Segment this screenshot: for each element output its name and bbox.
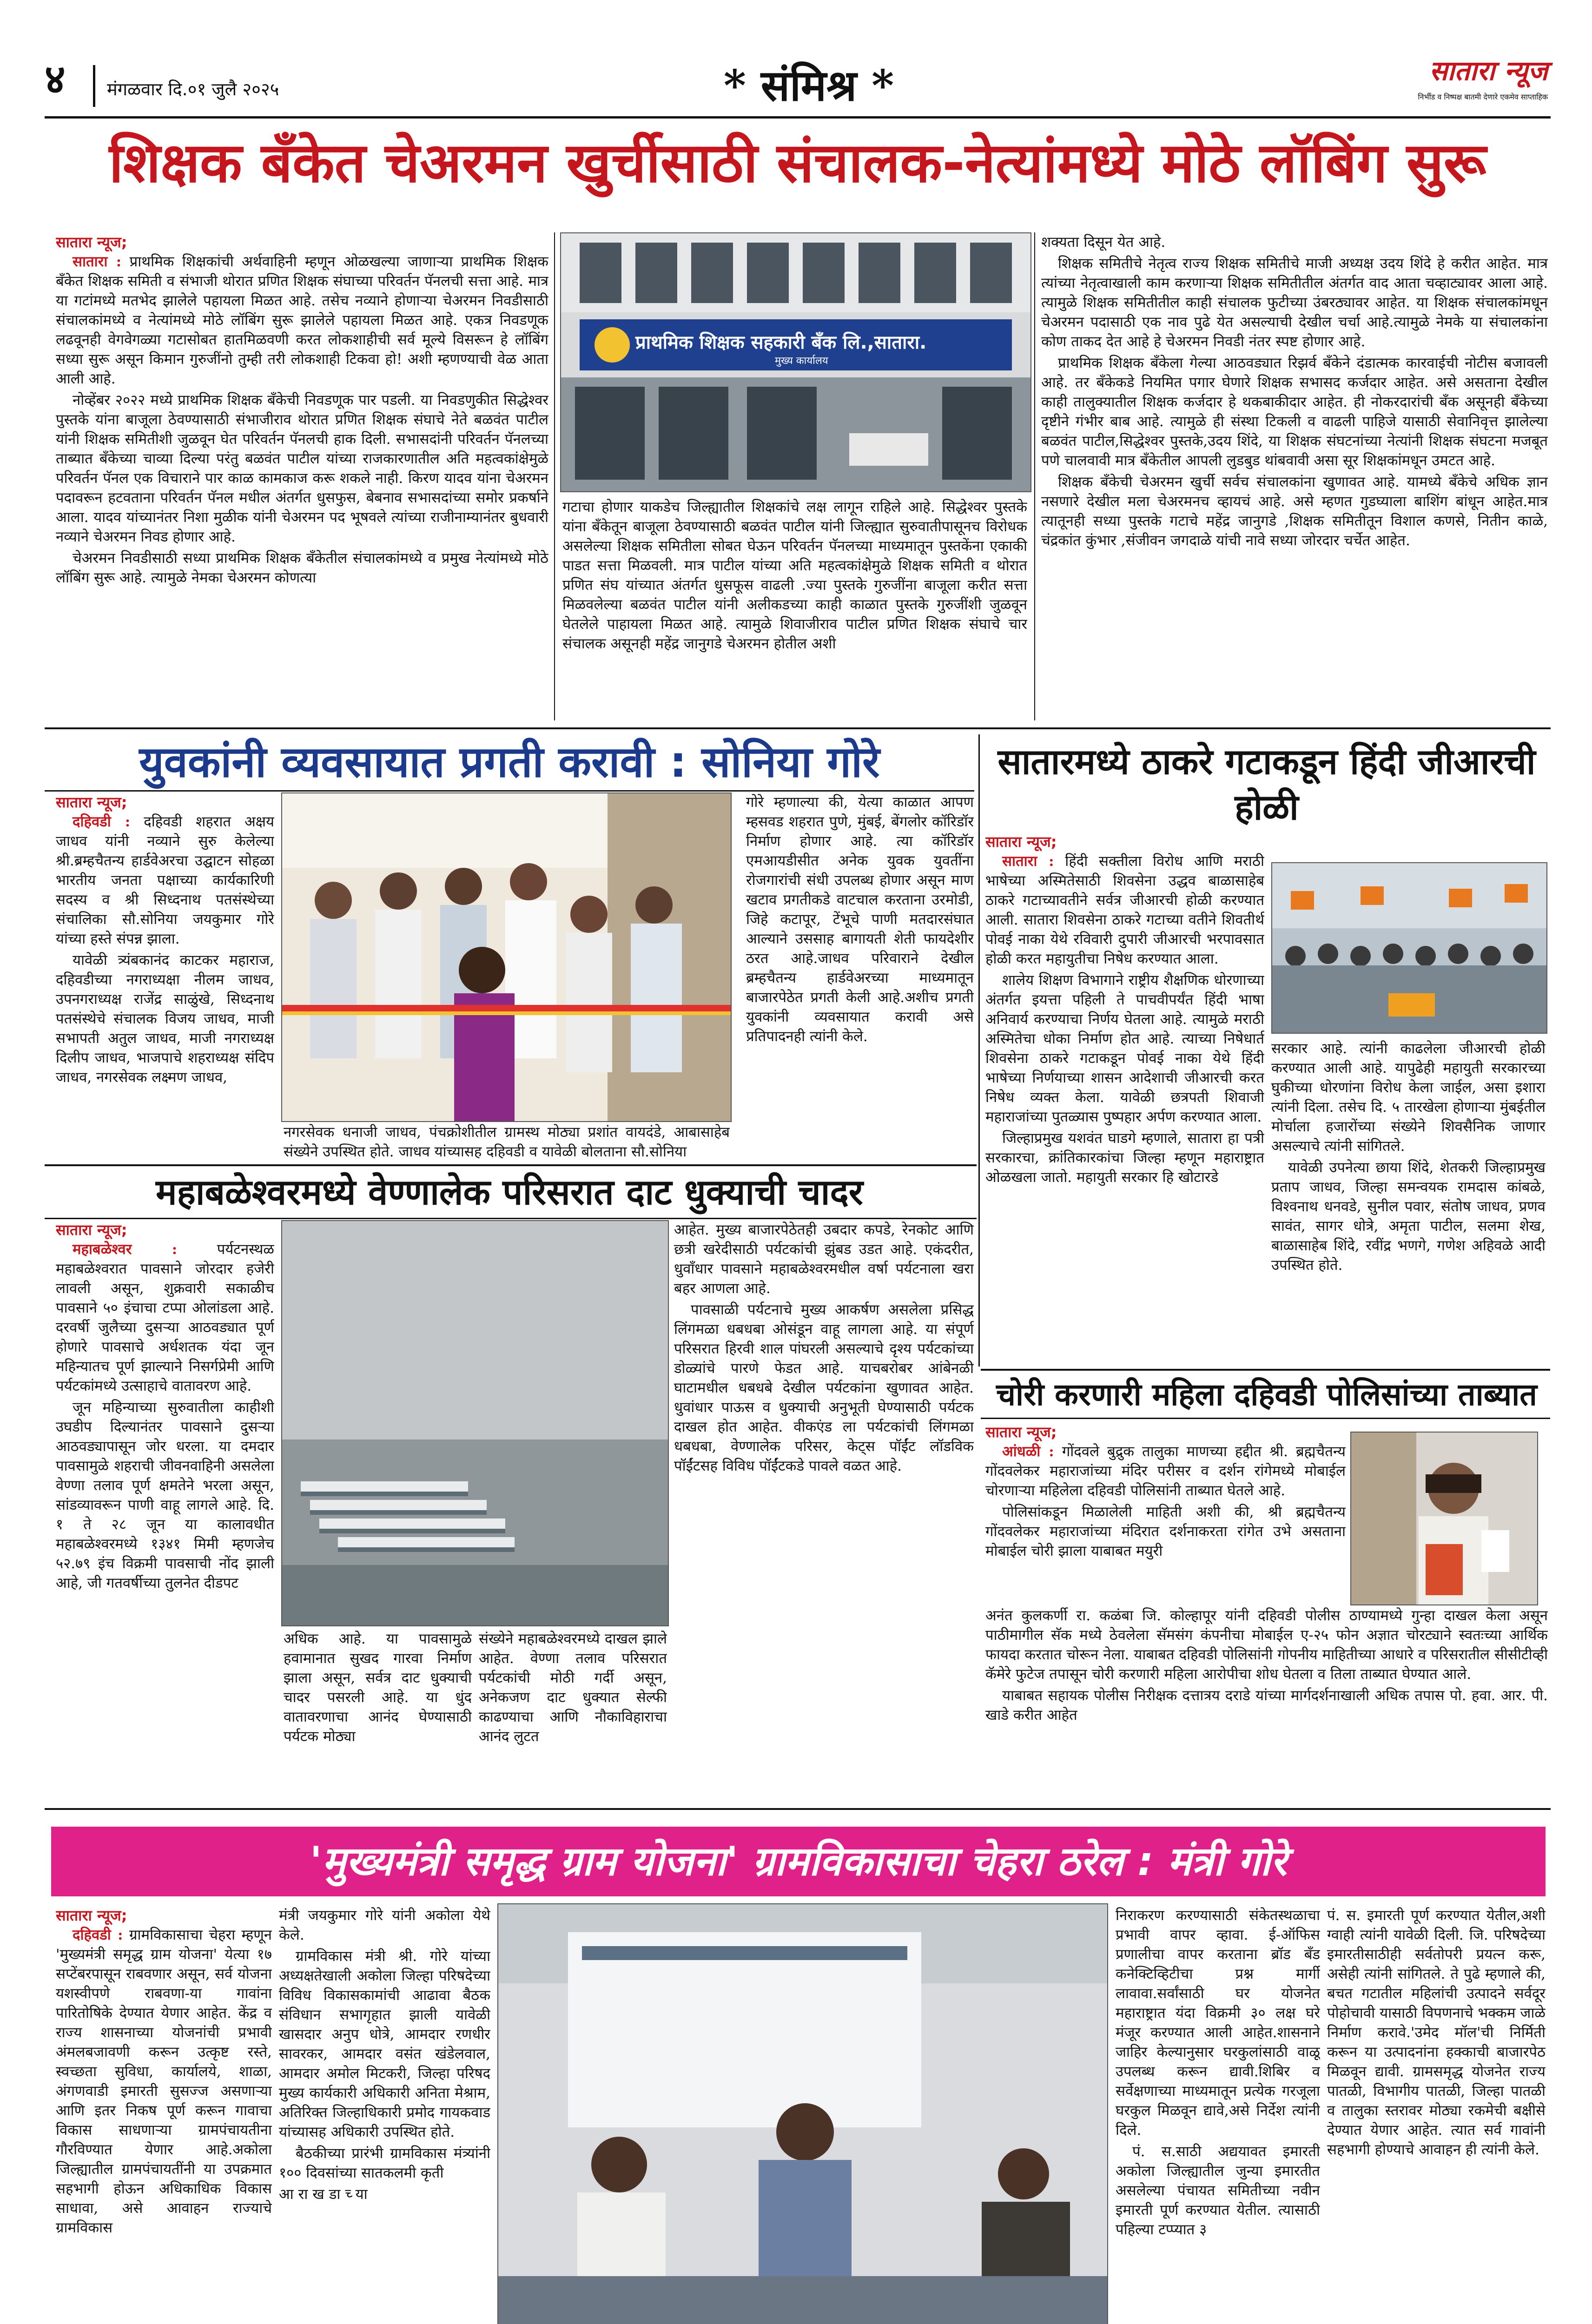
article5-para: अनंत कुलकर्णी रा. कळंबा जि. कोल्हापूर यांनी दहिवडी पोलीस ठाण्यामध्ये गुन्हा दाखल केला असून पाठीमागील सॅक मध्ये ठेवलेला सॅमसंग कंपनीचा मोबाईल ए-२५ फोन अज्ञात चोरट्याने स्वतःच्या आर्थिक फायदा करतात चोरून नेला. याबाबत दहिवडी पोलिसांनी गोपनीय माहितीच्या आधारे व परिसरातील सीसीटीव्ही कॅमेरे फुटेज तपासून चोरी करणारी महिला आरोपीचा शोध घेतला व तिला ताब्यात घेण्यात आले.	[985, 1607, 1548, 1683]
article6-para: आराखडाच्या	[279, 2186, 372, 2203]
woman-photo-illustration	[1351, 1433, 1537, 1604]
article4-para: जून महिन्याच्या सुरुवातीला काहीशी उघडीप दिल्यानंतर पावसाने दुसऱ्या आठवड्यापासून जोर धरला. या दमदार पावसामुळे शहराची जीवनवाहिनी असलेला वेण्णा तलाव पूर्ण क्षमतेने भरला असून, सांडव्यावरून पाणी वाहू लागले आहे. दि. १ ते २८ जून या कालावधीत महाबळेश्वरमध्ये १३४१ मिमी म्हणजेच ५२.७९ इंच विक्रमी पावसाची नोंद झाली आहे, जी गतवर्षीच्या तुलनेत दीडपट	[56, 1399, 274, 1591]
article3-col-right	[1271, 1039, 1546, 1367]
article3-para: सरकार आहे. त्यांनी काढलेला जीआरची होळी करण्यात आली आहे. यापुढेही महायुती सरकारच्या घुकीच्या धोरणांना विरोध केला जाईल, असा इशारा त्यांनी दिला. तसेच दि. ५ तारखेला होणाऱ्या मुंबईतील मोर्चाला हजारोंच्या संख्येने शिवसैनिक जाणार असल्याचे त्यांनी सांगितले.	[1271, 1040, 1546, 1155]
article2-para: यावेळी त्र्यंबकानंद काटकर महाराज, दहिवडीच्या नगराध्यक्षा नीलम जाधव, उपनगराध्यक्ष राजेंद्र साळुंखे, सिध्दनाथ पतसंस्थेचे संचालक विजय जाधव, माजी सभापती अतुल जाधव, माजी नगराध्यक्ष दिलीप जाधव, भाजपाचे शहराध्यक्ष संदिप जाधव, नगरसेवक लक्ष्मण जाधव,	[56, 952, 274, 1086]
article1-para: प्राथमिक शिक्षक बँकेला गेल्या आठवड्यात रिझर्व बँकेने दंडात्मक कारवाईची नोटीस बजावली आहे. तर बँकेकडे नियमित पगार घेणारे शिक्षक सभासद कर्जदार आहेत. असे असताना देखील काही तालुक्यातील शिक्षक कर्जदार हे थकबाकीदार आहेत. ही नोकरदारांची बँक असूनही बँकेच्या दृष्टीने गंभीर बाब आहे. त्यामुळे ही संस्था टिकली व वाढली पाहिजे यासाठी सेवानिवृत्त झालेल्या बळवंत पाटील,सिद्धेश्वर पुस्तके,उदय शिंदे, या शिक्षक संघटनांच्या नेत्यांनी शिक्षक संघटना मजबूत पणे चालवावी मात्र बँकेतील आपली लुडबुड थांबवावी असा सूर शिक्षकांमधून उमटत आहे.	[1041, 355, 1548, 469]
article3-col-left	[985, 832, 1264, 1367]
column-divider	[978, 734, 980, 1367]
article4-para: पावसाळी पर्यटनाचे मुख्य आकर्षण असलेला प्रसिद्ध लिंगमळा धबधबा ओसंडून वाहू लागला आहे. या संपूर्ण परिसरात हिरवी शाल पांघरली असल्याचे दृश्य पर्यटकांच्या डोळ्यांचे पारणे फेडत आहे. याचबरोबर आंबेनळी घाटामधील धबधबे देखील पर्यटकांना खुणावत आहेत. धुवांधार पाऊस व धुक्याची अनुभूती घेण्यासाठी पर्यटक दाखल होत आहेत. वीकएंड ला पर्यटकांची लिंगमळा धबधबा, वेण्णालेक परिसर, केट्स पॉईंट लॉडविक पॉईंटसह विविध पॉईंटकडे पावले वळत आहे.	[674, 1301, 974, 1474]
header-bottom-rule	[45, 116, 1551, 119]
bank-subsign-text: मुख्य कार्यालय	[775, 355, 828, 367]
article3-headline-text: सातारमध्ये ठाकरे गटाकडून हिंदी जीआरची होळी	[997, 741, 1536, 828]
article5-para: पोलिसांकडून मिळालेली माहिती अशी की, श्री ब्रह्मचैतन्य गोंदवलेकर महाराजांच्या मंदिरात दर्शनाकरता रांगेत उभे असताना मोबाईल चोरी झाला याबाबत मयुरी	[985, 1504, 1346, 1559]
article4-caption-left-text: अधिक आहे. या पावसामुळे हवामानात सुखद गारवा निर्माण झाला असून, सर्वत्र दाट धुक्याची चादर पसरली आहे. या धुंद वातावरणाचा आनंद घेण्यासाठी पर्यटक मोठ्या	[284, 1631, 472, 1745]
article6-byline: सातारा न्यूज;	[56, 1907, 127, 1924]
article6-col4	[1116, 1906, 1320, 2324]
article6-para: बैठकीच्या प्रारंभी ग्रामविकास मंत्र्यांनी १०० दिवसांच्या सातकलमी कृती	[279, 2145, 490, 2181]
article2-place: दहिवडी :	[73, 813, 131, 830]
fog-lake-illustration	[282, 1221, 668, 1625]
article1-col3	[1041, 232, 1548, 723]
article4-caption-right-text: संख्येने महाबळेश्वरमध्ये दाखल झाले आहेत. वेण्णा तलाव परिसरात पर्यटकांची मोठी गर्दी असून, अनेकजण दाट धुक्यात सेल्फी काढण्याचा आणि नौकाविहाराचा आनंद लुटत	[479, 1631, 667, 1745]
article6-col5	[1327, 1906, 1546, 2324]
article1-place: सातारा :	[73, 253, 122, 270]
masthead-logo	[1329, 51, 1548, 112]
article4-caption-right	[479, 1629, 667, 1801]
bank-building-photo	[560, 232, 1031, 492]
issue-date: मंगळवार दि.०१ जुलै २०२५	[107, 79, 279, 99]
article2-headline: युवकांनी व्यवसायात प्रगती करावी : सोनिया गोरे	[139, 737, 880, 787]
article5-col-bottom	[985, 1606, 1548, 1801]
logo-tagline: निर्भीड व निष्पक्ष बातमी देणारे एकमेव साप्ताहिक	[1418, 92, 1548, 101]
article1-para: शिक्षक समितीचे नेतृत्व राज्य शिक्षक समितीचे माजी अध्यक्ष उदय शिंदे हे करीत आहेत. मात्र त्यांच्या नेतृत्वाखाली काम करणाऱ्या शिक्षक समितीतील अंतर्गत वाद आता चव्हाट्यावर आला आहे. त्यामुळे शिक्षक समितीतील काही संचालक फुटीच्या उंबरठ्यावर आहेत. या शिक्षक संचालकांमधून चेअरमन पदासाठी एक नाव पुढे येत असल्याची देखील चर्चा आहे.त्यामुळे नेमके या संचालकांना कोण ताकद देत आहे हे चेअरमन निवडी नंतर स्पष्ट होणार आहे.	[1041, 255, 1548, 350]
logo-text: सातारा न्यूज	[1429, 55, 1548, 86]
article1-para: शक्यता दिसून येत आहे.	[1041, 234, 1166, 251]
accused-woman-photo	[1350, 1432, 1538, 1605]
article6-para: ग्रामविकासाचा चेहरा म्हणून 'मुख्यमंत्री समृद्ध ग्राम योजना' येत्या १७ सप्टेंबरपासून राबवणार असून, सर्व योजना यशस्वीपणे राबवणा-या गावांना पारितोषिके देण्यात येणार आहेत. केंद्र व राज्य शासनाच्या योजनांची प्रभावी अंमलबजावणी करून उत्कृष्ट रस्ते, स्वच्छता सुविधा, कार्यालये, शाळा, अंगणवाडी इमारती सुसज्ज असणाऱ्या आणि इतर निकष पूर्ण करून गावाचा विकास साधणाऱ्या ग्रामपंचायतीना गौरविण्यात येणार आहे.अकोला जिल्ह्यातील ग्रामपंचायतींनी या उपक्रमात सहभागी होऊन अधिकाधिक विकास साधावा, असे आवाहन राज्याचे ग्रामविकास	[56, 1927, 272, 2236]
article6-place: दहिवडी :	[73, 1927, 123, 1943]
headline-underline	[45, 790, 974, 792]
headline-underline	[45, 1218, 977, 1219]
protest-illustration	[1272, 863, 1546, 1033]
article6-banner	[51, 1827, 1546, 1896]
meeting-photo	[497, 1903, 1108, 2324]
headline-underline	[981, 1418, 1550, 1419]
article4-place: महाबळेश्वर :	[73, 1241, 178, 1258]
article5-para: गोंदवले बुद्रुक तालुका माणच्या हद्दीत श्री. ब्रह्मचैतन्य गोंदवलेकर महाराजांच्या मंदिर परीसर व दर्शन रांगेमध्ये मोबाईल चोरणाऱ्या महिलेला दहिवडी पोलिसांनी ताब्यात घेतले आहे.	[985, 1443, 1346, 1499]
section-rule	[45, 727, 1551, 729]
article6-para: निराकरण करण्यासाठी संकेतस्थळाचा प्रभावी वापर व्हावा. ई-ऑफिस प्रणालीचा वापर करताना ब्रॉड बँड कनेक्टिव्हिटीचा प्रश्न मार्गी लावावा.सर्वांसाठी घर योजनेत महाराष्ट्रात यंदा विक्रमी ३० लक्ष घरे मंजूर करण्यात आली आहेत.शासनाने जाहिर केल्यानुसार घरकुलांसाठी वाळू उपलब्ध करून द्यावी.शिबिर व सर्वेक्षणाच्या माध्यमातून प्रत्येक गरजूला घरकुल मिळवून द्यावे,असे निर्देश त्यांनी दिले.	[1116, 1907, 1320, 2139]
article3-byline: सातारा न्यूज;	[985, 833, 1057, 851]
article4-para: आहेत. मुख्य बाजारपेठेतही उबदार कपडे, रेनकोट आणि छत्री खरेदीसाठी पर्यटकांची झुंबड उडत आहे. एकंदरीत, धुवाँधार पावसाने महाबळेश्वरमधील वर्षा पर्यटनाला खरा बहर आणला आहे.	[674, 1221, 974, 1297]
section-rule	[45, 1808, 1551, 1810]
article2-para: गोरे म्हणाल्या की, येत्या काळात आपण म्हसवड शहरात पुणे, मुंबई, बेंगलोर कॉरिडॉर निर्माण होणार आहे. त्या कॉरिडॉर एमआयडीसीत अनेक युवक युवतींना रोजगारांची संधी उपलब्ध होणार असून माण खटाव प्रगतीकडे वाटचाल करताना उरमोडी, जिहे कटापूर, टेंभूचे पाणी मतदारसंघात आल्याने उससाह बागायती शेती फायदेशीर ठरत आहे.जाधव परिवाराने देखील ब्रम्हचैतन्य हार्डवेअरच्या माध्यमातून बाजारपेठेत प्रगती केली आहे.अशीच प्रगती युवकांनी व्यवसायात करावी असे प्रतिपादनही त्यांनी केले.	[746, 794, 974, 1045]
inauguration-illustration	[282, 793, 731, 1121]
article6-headline-text: 'मुख्यमंत्री समृद्ध ग्राम योजना' ग्रामविकासाचा चेहरा ठरेल : मंत्री गोरे	[310, 1838, 1287, 1885]
article3-para: शालेय शिक्षण विभागाने राष्ट्रीय शैक्षणिक धोरणाच्या अंतर्गत इयत्ता पहिली ते पाचवीपर्यंत हिंदी भाषा अनिवार्य करण्याचा निर्णय घेतला आहे. त्यामुळे मराठी अस्मितेचा धोका निर्माण होत आहे. त्याच्या निषेधार्त शिवसेना ठाकरे गटाकडून पोवई नाका येथे हिंदी भाषेच्या निर्णयाच्या शासन आदेशाची जीआरची करत निषेध व्यक्त केला. यावेळी छत्रपती शिवाजी महाराजांच्या पुतळ्यास पुष्पहार अर्पण करण्यात आला.	[985, 972, 1264, 1125]
article6-para: ग्रामविकास मंत्री श्री. गोरे यांच्या अध्यक्षतेखाली अकोला जिल्हा परिषदेच्या विविध विकासकामांची आढावा बैठक संविधान सभागृहात झाली यावेळी खासदार अनुप धोत्रे, आमदार रणधीर सावरकर, आमदार वसंत खंडेलवाल, आमदार अमोल मिटकरी, जिल्हा परिषद मुख्य कार्यकारी अधिकारी अनिता मेश्राम, अतिरिक्त जिल्हाधिकारी प्रमोद गायकवाड यांच्यासह अधिकारी उपस्थित होते.	[279, 1948, 490, 2140]
article4-caption-left	[284, 1629, 472, 1801]
meeting-illustration	[498, 1904, 1107, 2324]
article6-col2	[279, 1906, 490, 2324]
hardware-inauguration-photo	[281, 792, 732, 1122]
article2-byline: सातारा न्यूज;	[56, 793, 127, 811]
section-rule	[45, 1164, 977, 1166]
article1-para: शिक्षक बँकेची चेअरमन खुर्ची सर्वच संचालकांना खुणावत आहे. यामध्ये बँकेचे अधिक ज्ञान नसणारे देखील मला चेअरमनच व्हायचं आहे. असे म्हणत गुडघ्याला बाशिंग बांधून आहेत.मात्र त्यातूनही सध्या पुस्तके गटाचे महेंद्र जानुगडे ,शिक्षक समितीतून विशाल कणसे, नितीन काळे, चंद्रकांत कुंभार ,संजीवन जगदाळे यांची नावे सध्या जोरदार चर्चेत आहेत.	[1041, 474, 1548, 549]
article6-para: पं. स. इमारती पूर्ण करण्यात येतील,अशी ग्वाही त्यांनी यावेळी दिली. जि. परिषदेच्या इमारतीसाठीही सर्वतोपरी प्रयत्न करू, असेही त्यांनी सांगितले. ते पुढे म्हणाले की, बचत गटातील महिलांची उत्पादने सर्वदूर पोहोचावी यासाठी विपणनाचे भक्कम जाळे निर्माण करावे.'उमेद मॉल'ची निर्मिती करून या उत्पादनांना हक्काची बाजारपेठ मिळवून द्यावी. ग्रामसमृद्ध योजनेत राज्य पातळी, विभागीय पातळी, जिल्हा पातळी व तालुका स्तरावर मोठ्या रकमेची बक्षीसे देण्यात येणार आहेत. त्यात सर्व गावांनी सहभागी होण्याचे आवाहन ही त्यांनी केले.	[1327, 1907, 1546, 2158]
article3-para: यावेळी उपनेत्या छाया शिंदे, शेतकरी जिल्हाप्रमुख प्रताप जाधव, जिल्हा समन्वयक रामदास कांबळे, विश्वनाथ धनवडे, सुनील पवार, संतोष जाधव, प्रणव सावंत, सागर धोत्रे, अमृता पाटील, सलमा शेख, बाळासाहेब शिंदे, रवींद्र भणगे, गणेश अहिवळे आदी उपस्थित होते.	[1271, 1159, 1546, 1274]
article4-byline: सातारा न्यूज;	[56, 1221, 127, 1239]
article4-col1	[56, 1220, 274, 1801]
article5-byline: सातारा न्यूज;	[985, 1423, 1057, 1441]
article6-para: पं. स.साठी अद्ययावत इमारती अकोला जिल्ह्यातील जुन्या इमारतीत असलेल्या पंचायत समितीच्या नवीन इमारती पूर्ण करण्यात येतील. त्यासाठी पहिल्या टप्प्यात ३	[1116, 2143, 1320, 2238]
page-number: ४	[45, 56, 66, 103]
article1-para: प्राथमिक शिक्षकांची अर्थवाहिनी म्हणून ओळखल्या जाणाऱ्या प्राथमिक शिक्षक बँकेत शिक्षक समिती व संभाजी थोरात प्रणित शिक्षक संघाच्या परिवर्तन पॅनलची सत्ता आहे. मात्र या गटांमध्ये मतभेद झालेले पहायला मिळत आहे. तसेच नव्याने होणाऱ्या चेअरमन निवडीसाठी संचालकांमध्ये व नेत्यांमध्ये मोठे लॉबिंग सुरू झालेले पहायला मिळत आहे. एकत्र निवडणूक लढवूनही वेगवेगळ्या गटासोबत हातमिळवणी करत लोकशाहीची सर्व मूल्ये विसरून हे लॉबिंग सध्या सुरू असून किमान गुरुजींनो तुम्ही तरी लोकशाही टिकवा हो! अशी म्हणण्याची वेळ आता आली आहे.	[56, 253, 548, 387]
article5-col-top	[985, 1422, 1346, 1606]
column-divider	[1034, 232, 1035, 720]
bank-sign-text: प्राथमिक शिक्षक सहकारी बँक लि.,सातारा.	[635, 332, 927, 353]
article6-para: मंत्री जयकुमार गोरे यांनी अकोला येथे केले.	[279, 1907, 490, 1943]
article3-headline	[985, 739, 1548, 830]
article2-caption-text: नगरसेवक धनाजी जाधव, पंचक्रोशीतील ग्रामस्थ मोठ्या प्रशांत वायदंडे, आबासाहेब संख्येने उपस्थित होते. जाधव यांच्यासह दहिवडी व यावेळी बोलताना सौ.सोनिया	[284, 1124, 730, 1160]
article2-col1	[56, 792, 274, 1162]
article1-para: नोव्हेंबर २०२२ मध्ये प्राथमिक शिक्षक बँकेची निवडणूक पार पडली. या निवडणुकीत सिद्धेश्वर पुस्तके यांना बाजूला ठेवण्यासाठी संभाजीराव थोरात प्रणित शिक्षक संघाचे नेते बळवंत पाटील यांनी शिक्षक समितीशी जुळवून घेत परिवर्तन पॅनलची हाक दिली. सभासदांनी परिवर्तन पॅनलच्या ताब्यात बँकेच्या चाव्या दिल्या परंतु बळवंत पाटील यांच्या राजकारणातील अति महत्वकांक्षेमुळे परिवर्तन पॅनल एक विचाराने पार काळ कामकाज करू शकले नाही. किरण यादव यांना चेअरमन पदावरून हटवताना परिवर्तन पॅनल मधील अंतर्गत धुसफुस, बेबनाव सभासदांच्या समोर प्रकर्षाने आला. यादव यांच्यानंतर निशा मुळीक यांनी चेअरमन पद भूषवले त्यांच्या राजीनाम्यानंतर बुधवारी नव्याने चेअरमन निवड होणार आहे.	[56, 392, 548, 545]
article3-para: जिल्हाप्रमुख यशवंत घाडगे म्हणाले, सातारा हा पत्री सरकारचा, क्रांतिकारकांचा जिल्हा म्हणून महाराष्ट्रात ओळखला जातो. महायुती सरकार हि खोटारडे	[985, 1130, 1264, 1186]
article3-para: हिंदी सक्तीला विरोध आणि मराठी भाषेच्या अस्मितेसाठी शिवसेना उद्धव बाळासाहेब ठाकरे गटाच्यावतीने सर्वत्र जीआरची होळी करण्यात आली. सातारा शिवसेना ठाकरे गटाच्या वतीने शिवतीर्थ पोवई नाका येथे रविवारी दुपारी जीआरची भरपावसात होळी करत महायुतीचा निषेध करण्यात आला.	[985, 853, 1264, 967]
article2-col3	[746, 792, 974, 1162]
article3-place: सातारा :	[1002, 853, 1054, 870]
article4-headline: महाबळेश्वरमध्ये वेण्णालेक परिसरात दाट धुक्याची चादर	[156, 1171, 863, 1213]
article1-para: गटाचा होणार याकडेच जिल्ह्यातील शिक्षकांचे लक्ष लागून राहिले आहे. सिद्धेश्वर पुस्तके यांना बँकेतून बाजूला ठेवण्यासाठी बळवंत पाटील यांनी जिल्ह्यात सुरुवातीपासूनच विरोधक असलेल्या शिक्षक समितीला सोबत घेऊन परिवर्तन पॅनलच्या माध्यमातून पुस्तकेंना एकाकी पाडत सत्ता मिळवली. मात्र पाटील यांच्या अति महत्वकांक्षेमुळे शिक्षक समिती व थोरात प्रणित संघ यांच्यात अंतर्गत धुसफूस वाढली .ज्या पुस्तके गुरुजींना बाजूला करीत सत्ता मिळवलेल्या बळवंत पाटील यांनी अलीकडच्या काही काळात पुस्तके गुरुजींशी जुळवून घेतलेले पाहायला मिळत आहे. त्यामुळे शिवाजीराव पाटील प्रणित शिक्षक संघाचे चार संचालक असूनही महेंद्र जानुगडे चेअरमन होतील अशी	[562, 499, 1027, 652]
column-divider	[554, 232, 555, 720]
article1-byline: सातारा न्यूज;	[56, 233, 127, 251]
article1-col1	[56, 232, 548, 723]
article1-para: चेअरमन निवडीसाठी सध्या प्राथमिक शिक्षक बँकेतील संचालकांमध्ये व प्रमुख नेत्यांमध्ये मोठे लॉबिंग सुरू आहे. त्यामुळे नेमका चेअरमन कोणत्या	[56, 550, 548, 586]
article4-col3	[674, 1220, 974, 1801]
article5-headline: चोरी करणारी महिला दहिवडी पोलिसांच्या ताब्यात	[996, 1377, 1537, 1413]
header-divider-vertical	[93, 65, 95, 107]
article6-col1	[56, 1906, 272, 2324]
article4-para: पर्यटनस्थळ महाबळेश्वरात पावसाने जोरदार हजेरी लावली असून, शुक्रवारी सकाळीच पावसाने ५० इंचाचा टप्पा ओलांडला आहे. दरवर्षी जुलैच्या दुसऱ्या आठवड्यात पूर्ण होणारे पावसाचे अर्धशतक यंदा जून महिन्यातच पूर्ण झाल्याने निसर्गप्रेमी आणि पर्यटकांमध्ये उत्साहाचे वातावरण आहे.	[56, 1241, 274, 1394]
article1-headline: शिक्षक बँकेत चेअरमन खुर्चीसाठी संचालक-नेत्यांमध्ये मोठे लॉबिंग सुरू	[109, 131, 1486, 195]
section-rule	[981, 1369, 1550, 1371]
section-title: * संमिश्र *	[723, 60, 894, 111]
article5-place: आंधळी :	[1002, 1443, 1054, 1460]
article5-para: याबाबत सहायक पोलीस निरीक्षक दत्तात्रय दराडे यांच्या मार्गदर्शनाखाली अधिक तपास पो. हवा. आर. पी. खाडे करीत आहेत	[985, 1687, 1548, 1723]
fog-lake-photo	[281, 1220, 669, 1626]
protest-photo	[1271, 862, 1547, 1034]
article1-col2	[562, 497, 1027, 723]
article2-para: दहिवडी शहरात अक्षय जाधव यांनी नव्याने सुरु केलेल्या श्री.ब्रम्हचैतन्य हार्डवेअरचा उद्घाटन सोहळा भारतीय जनता पक्षाच्या कार्यकारिणी सदस्य व श्री सिध्दनाथ पतसंस्थेच्या संचालिका सौ.सोनिया जयकुमार गोरे यांच्या हस्ते संपन्न झाला.	[56, 813, 274, 947]
